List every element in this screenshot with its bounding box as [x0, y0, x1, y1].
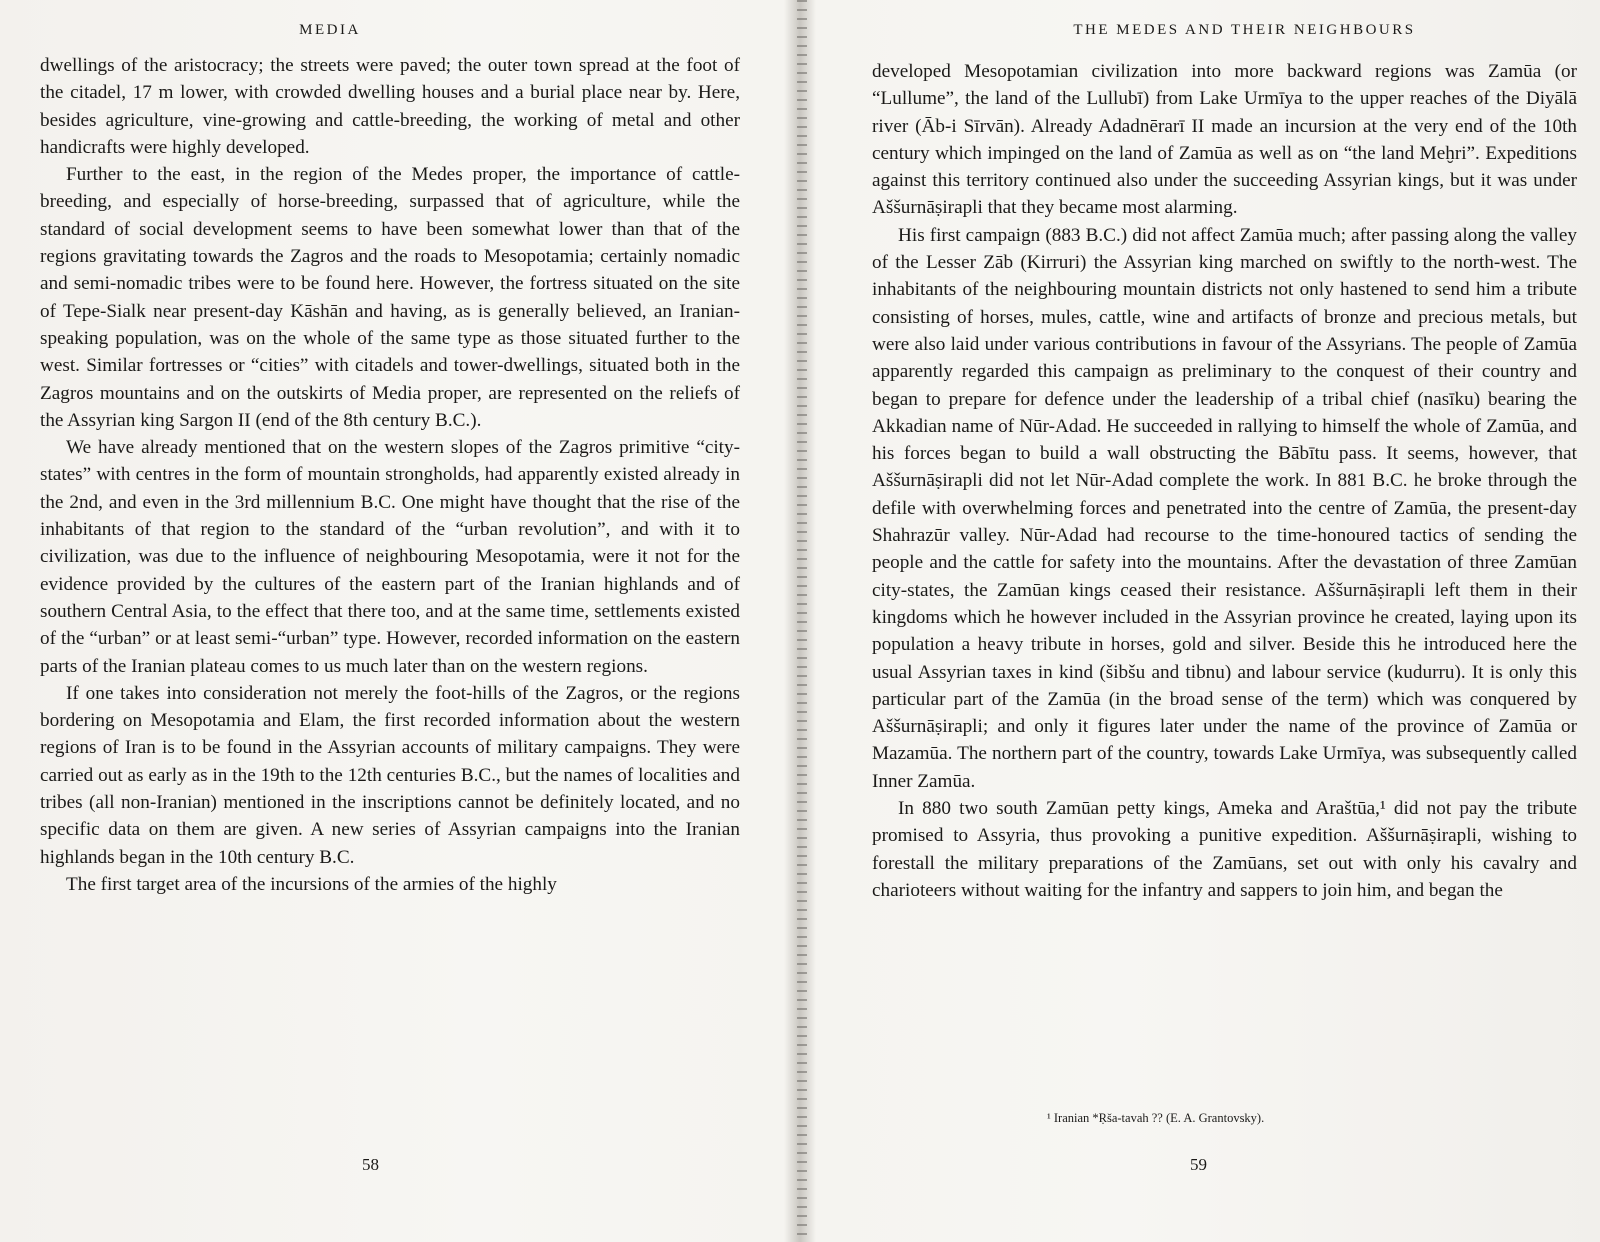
running-head: THE MEDES AND THEIR NEIGHBOURS — [1073, 22, 1416, 38]
left-page — [40, 0, 740, 1242]
paragraph: If one takes into consideration not merely the foot-hills of the Zagros, or the regions bordering on Mesopotamia and Elam, the first recorded information about the western regions of Iran is to be found in the Assyrian accounts of military campaigns. They were carried out as early as in the 19th to the 12th centuries B.C., but the names of localities and tribes (all non-Iranian) mentioned in the inscriptions cannot be definitely located, and no specific data on them are given. A new series of Assyrian campaigns into the Iranian highlands began in the 10th century B.C. — [40, 682, 740, 868]
book-gutter — [797, 0, 807, 1242]
paragraph: We have already mentioned that on the western slopes of the Zagros primitive “city-states” with centres in the form of mountain strongholds, had apparently existed already in the 2nd, and even in the 3rd millennium B.C. One might have thought that the rise of the inhabitants of that region to the standard of the “urban revolution”, and with it to civilization, was due to the influence of neighbouring Mesopotamia, were it not for the evidence provided by the cultures of the eastern part of the Iranian highlands and of southern Central Asia, to the effect that there too, and at the same time, settlements existed of the “urban” or at least semi-“urban” type. However, recorded information on the eastern parts of the Iranian plateau comes to us much later than on the western regions. — [40, 437, 740, 677]
paragraph: dwellings of the aristocracy; the streets were paved; the outer town spread at the foot of the citadel, 17 m lower, with crowded dwelling houses and a burial place near by. Here, besides agriculture, vine-growing and cattle-breeding, the working of metal and other handicrafts were highly developed. — [40, 55, 740, 158]
footnote: ¹ Iranian *Ṛša-tavah ?? (E. A. Grantovsky). — [1047, 1111, 1265, 1125]
running-head: MEDIA — [299, 22, 361, 38]
paragraph: Further to the east, in the region of the Medes proper, the importance of cattle-breeding, and especially of horse-breeding, surpassed that of agriculture, while the standard of social development seems to have been somewhat lower than that of the regions gravitating towards the Zagros and the roads to Mesopotamia; certainly nomadic and semi-nomadic tribes were to be found here. However, the fortress situated on the site of Tepe-Sialk near present-day Kāshān and having, as is generally believed, an Iranian-speaking population, was on the whole of the same type as those situated further to the west. Similar fortresses or “cities” with citadels and tower-dwellings, situated both in the Zagros mountains and on the outskirts of Media proper, are represented on the reliefs of the Assyrian king Sargon II (end of the 8th century B.C.). — [40, 164, 740, 431]
paragraph: In 880 two south Zamūan petty kings, Ameka and Araštūa,¹ did not pay the tribute promised to Assyria, thus provoking a punitive expedition. Aššurnāṣirapli, wishing to forestall the military preparations of the Zamūans, set out with only his cavalry and charioteers without waiting for the infantry and sappers to join him, and began the — [872, 798, 1577, 901]
page-number: 58 — [362, 1155, 379, 1174]
right-page — [872, 0, 1577, 1242]
paragraph: His first campaign (883 B.C.) did not affect Zamūa much; after passing along the valley of the Lesser Zāb (Kirruri) the Assyrian king marched on swiftly to the north-west. The inhabitants of the neighbouring mountain districts not only hastened to send him a tribute consisting of horses, mules, cattle, wine and artifacts of bronze and precious metals, but were also laid under various contributions in favour of the Assyrians. The people of Zamūa apparently regarded this campaign as preliminary to the conquest of their country and began to prepare for defence under the leadership of a tribal chief (nasīku) bearing the Akkadian name of Nūr-Adad. He succeeded in rallying to himself the whole of Zamūa, and his forces began to build a wall obstructing the Bābītu pass. It seems, however, that Aššurnāṣirapli did not let Nūr-Adad complete the work. In 881 B.C. he broke through the defile with overwhelming forces and penetrated into the centre of Zamūa, the present-day Shahrazūr valley. Nūr-Adad had recourse to the time-honoured tactics of sending the people and the cattle for safety into the mountains. After the devastation of three Zamūan city-states, the Zamūan kings ceased their resistance. Aššurnāṣirapli left them in their kingdoms which he however included in the Assyrian province he created, laying upon its population a heavy tribute in horses, gold and silver. Beside this he introduced here the usual Assyrian taxes in kind (šibšu and tibnu) and labour service (kudurru). It is only this particular part of the Zamūa (in the broad sense of the term) which was conquered by Aššurnāṣirapli; and only it figures later under the name of the province of Zamūa or Mazamūa. The northern part of the country, towards Lake Urmīya, was subsequently called Inner Zamūa. — [872, 224, 1577, 792]
paragraph: developed Mesopotamian civilization into more backward regions was Zamūa (or “Lullume”, the land of the Lullubī) from Lake Urmīya to the upper reaches of the Diyālā river (Āb-i Sīrvān). Already Adadnērarī II made an incursion at the very end of the 10th century which impinged on the land of Zamūa as well as on “the land Meḫri”. Expeditions against this territory continued also under the succeeding Assyrian kings, but it was under Aššurnāṣirapli that they became most alarming. — [872, 61, 1577, 219]
page-body — [40, 52, 740, 898]
paragraph: The first target area of the incursions of the armies of the highly — [66, 873, 557, 895]
page-body — [872, 58, 1577, 904]
page-number: 59 — [1190, 1155, 1207, 1174]
